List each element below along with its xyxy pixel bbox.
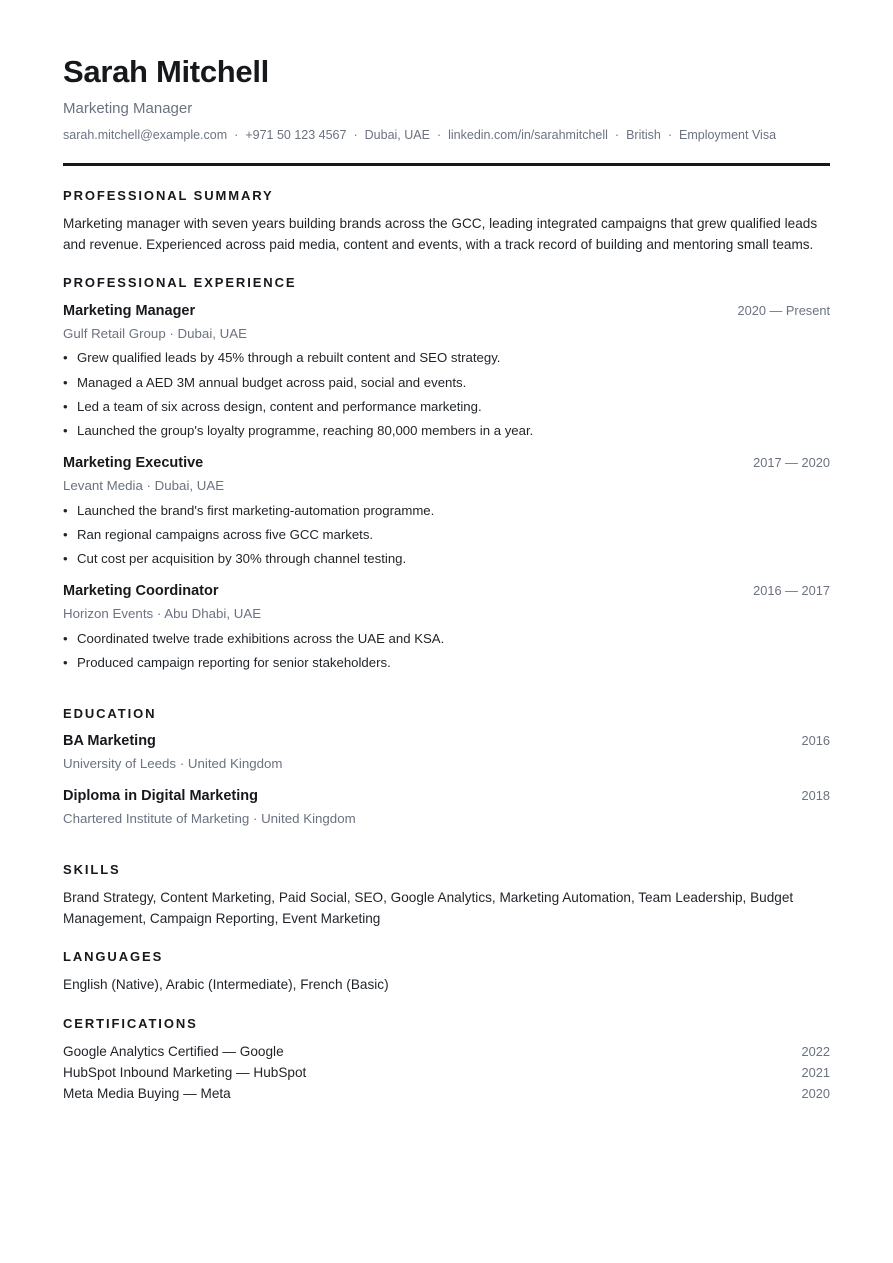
education-degree: Diploma in Digital Marketing xyxy=(63,788,258,804)
section-title-languages: LANGUAGES xyxy=(63,949,164,964)
job-bullet: • Led a team of six across design, content and performance marketing. xyxy=(63,399,482,414)
certification-year: 2022 xyxy=(801,1044,830,1059)
job-bullet-text: Coordinated twelve trade exhibitions across the UAE and KSA. xyxy=(77,631,445,646)
job-organization: Gulf Retail Group · Dubai, UAE xyxy=(63,326,248,341)
header-divider xyxy=(63,163,830,166)
section-title-skills: SKILLS xyxy=(63,862,121,877)
skills-text: Brand Strategy, Content Marketing, Paid Social, SEO, Google Analytics, Marketing Automation, Team Leadership, Budget Management, Campaign Reporting, Event Marketing xyxy=(63,890,794,926)
job-bullet-text: Produced campaign reporting for senior stakeholders. xyxy=(77,655,391,670)
job-bullet: • Produced campaign reporting for senior stakeholders. xyxy=(63,655,391,670)
contact-separator: · xyxy=(234,128,239,142)
job-title: Marketing Coordinator xyxy=(63,583,219,599)
contact-visa: Employment Visa xyxy=(679,128,777,142)
job-bullet: • Coordinated twelve trade exhibitions across the UAE and KSA. xyxy=(63,631,445,646)
job-bullet: • Ran regional campaigns across five GCC markets. xyxy=(63,527,374,542)
job-dates: 2020 — Present xyxy=(737,303,830,318)
contact-email: sarah.mitchell@example.com xyxy=(63,128,228,142)
section-title-experience: PROFESSIONAL EXPERIENCE xyxy=(63,275,297,290)
job-bullet: • Grew qualified leads by 45% through a rebuilt content and SEO strategy. xyxy=(63,350,501,365)
section-title-summary: PROFESSIONAL SUMMARY xyxy=(63,188,274,203)
section-title-education: EDUCATION xyxy=(63,706,157,721)
job-bullet-text: Led a team of six across design, content and performance marketing. xyxy=(77,399,482,414)
certification-row xyxy=(63,1085,830,1102)
job-bullet-text: Launched the group's loyalty programme, reaching 80,000 members in a year. xyxy=(77,423,534,438)
job-bullet: • Cut cost per acquisition by 30% through channel testing. xyxy=(63,551,407,566)
job-organization: Horizon Events · Abu Dhabi, UAE xyxy=(63,606,262,621)
languages-text: English (Native), Arabic (Intermediate), French (Basic) xyxy=(63,977,389,992)
job-title: Marketing Manager xyxy=(63,303,196,319)
job-title: Marketing Executive xyxy=(63,455,204,471)
contact-linkedin: linkedin.com/in/sarahmitchell xyxy=(448,128,608,142)
education-school: Chartered Institute of Marketing · United Kingdom xyxy=(63,811,356,826)
contact-separator: · xyxy=(436,128,442,142)
job-bullet-text: Grew qualified leads by 45% through a rebuilt content and SEO strategy. xyxy=(77,350,501,365)
candidate-role: Marketing Manager xyxy=(63,100,193,117)
summary-text: Marketing manager with seven years building brands across the GCC, leading integrated campaigns that grew qualified leads and revenue. Experienced across paid media, content and events, with a track record of building and mentoring small teams. xyxy=(63,216,818,252)
certification-row xyxy=(63,1043,830,1060)
education-school: University of Leeds · United Kingdom xyxy=(63,756,283,771)
job-bullet: • Managed a AED 3M annual budget across paid, social and events. xyxy=(63,375,467,390)
contact-phone: +971 50 123 4567 xyxy=(245,128,347,142)
job-bullet-text: Cut cost per acquisition by 30% through channel testing. xyxy=(77,551,407,566)
job-bullet-text: Ran regional campaigns across five GCC markets. xyxy=(77,527,374,542)
contact-separator: · xyxy=(667,128,672,142)
education-year: 2016 xyxy=(801,733,830,748)
contact-separator: · xyxy=(353,128,358,142)
certification-name: Meta Media Buying — Meta xyxy=(63,1086,231,1101)
contact-line xyxy=(63,127,776,144)
education-year: 2018 xyxy=(801,788,830,803)
certification-name: Google Analytics Certified — Google xyxy=(63,1044,284,1059)
certification-row xyxy=(63,1064,830,1081)
job-bullet: • Launched the brand's first marketing-automation programme. xyxy=(63,503,435,518)
contact-nationality: British xyxy=(626,128,661,142)
section-title-certifications: CERTIFICATIONS xyxy=(63,1016,198,1031)
job-bullet-text: Managed a AED 3M annual budget across paid, social and events. xyxy=(77,375,467,390)
certification-name: HubSpot Inbound Marketing — HubSpot xyxy=(63,1065,307,1080)
certification-year: 2020 xyxy=(801,1086,830,1101)
contact-location: Dubai, UAE xyxy=(364,128,430,142)
certification-year: 2021 xyxy=(801,1065,830,1080)
candidate-name: Sarah Mitchell xyxy=(63,54,269,89)
job-bullet-text: Launched the brand's first marketing-automation programme. xyxy=(77,503,435,518)
contact-separator: · xyxy=(614,128,620,142)
job-organization: Levant Media · Dubai, UAE xyxy=(63,478,225,493)
job-dates: 2017 — 2020 xyxy=(753,455,830,470)
job-bullet: • Launched the group's loyalty programme, reaching 80,000 members in a year. xyxy=(63,423,534,438)
education-degree: BA Marketing xyxy=(63,733,156,749)
job-dates: 2016 — 2017 xyxy=(753,583,830,598)
